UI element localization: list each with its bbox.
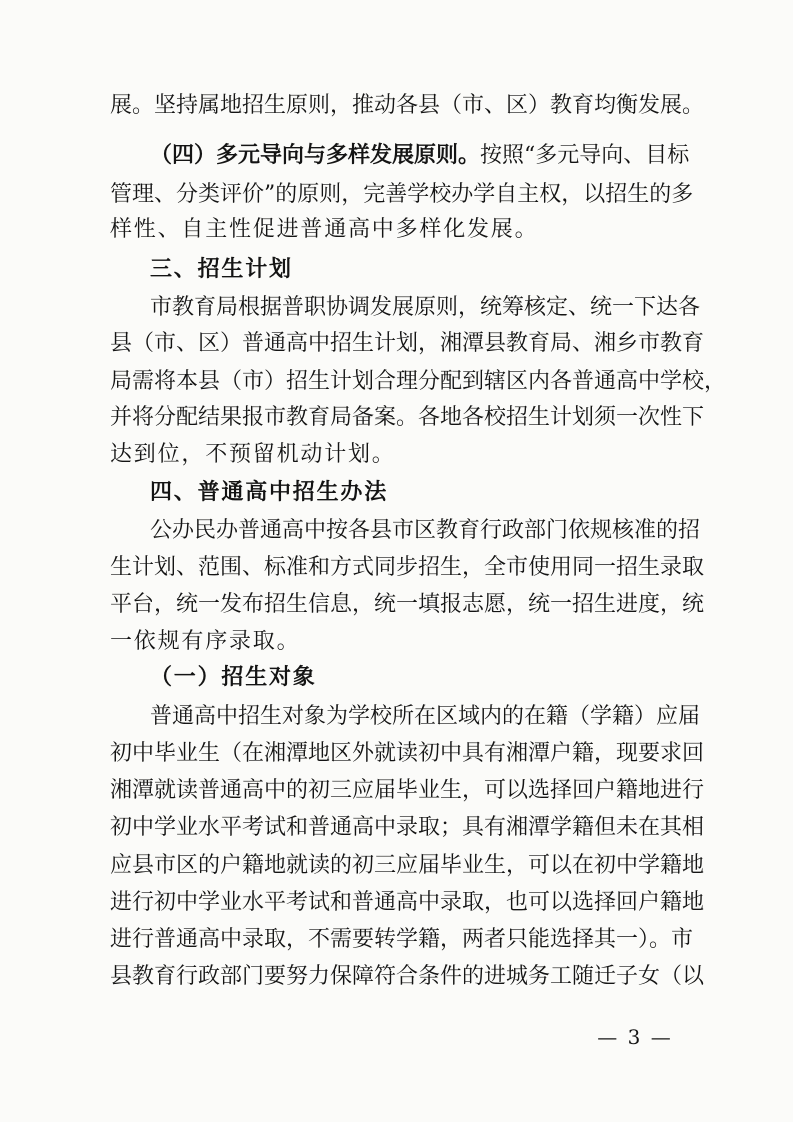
section-heading-4: 四、普通高中招生办法 xyxy=(150,480,389,505)
body-line: 初中学业水平考试和普通高中录取；具有湘潭学籍但未在其相 xyxy=(110,815,705,840)
section-heading-3: 三、招生计划 xyxy=(150,257,293,282)
body-line: 市教育局根据普职协调发展原则，统筹核定、统一下达各 xyxy=(150,295,701,320)
principle-4-line xyxy=(150,141,690,171)
body-line: 展。坚持属地招生原则，推动各县（市、区）教育均衡发展。 xyxy=(110,93,705,118)
body-line: 平台，统一发布招生信息，统一填报志愿，统一招生进度，统 xyxy=(110,592,705,617)
body-line: 并将分配结果报市教育局备案。各地各校招生计划须一次性下 xyxy=(110,405,705,430)
subsection-heading-1: （一）招生对象 xyxy=(150,665,317,690)
principle-4-heading: （四）多元导向与多样发展原则。 xyxy=(150,143,481,168)
body-line: 局需将本县（市）招生计划合理分配到辖区内各普通高中学校， xyxy=(110,369,727,394)
body-line: 公办民办普通高中按各县市区教育行政部门依规核准的招 xyxy=(150,518,701,543)
page-number: — 3 — xyxy=(597,1025,673,1049)
body-line: 县（市、区）普通高中招生计划，湘潭县教育局、湘乡市教育 xyxy=(110,331,705,356)
body-line: 初中毕业生（在湘潭地区外就读初中具有湘潭户籍，现要求回 xyxy=(110,741,705,766)
body-line: 进行普通高中录取，不需要转学籍，两者只能选择其一）。市 xyxy=(110,927,694,952)
body-line: 样性、自主性促进普通高中多样化发展。 xyxy=(110,217,539,242)
body-line: 进行初中学业水平考试和普通高中录取，也可以选择回户籍地 xyxy=(110,890,705,915)
body-line: 一依规有序录取。 xyxy=(110,629,301,654)
body-line: 生计划、范围、标准和方式同步招生，全市使用同一招生录取 xyxy=(110,555,705,580)
body-line: 管理、分类评价”的原则，完善学校办学自主权，以招生的多 xyxy=(110,182,694,207)
principle-4-text: 按照“多元导向、目标 xyxy=(480,143,690,168)
body-line: 县教育行政部门要努力保障符合条件的进城务工随迁子女（以 xyxy=(110,964,705,989)
body-line: 湘潭就读普通高中的初三应届毕业生，可以选择回户籍地进行 xyxy=(110,778,705,803)
body-line: 应县市区的户籍地就读的初三应届毕业生，可以在初中学籍地 xyxy=(110,853,705,878)
body-line: 普通高中招生对象为学校所在区域内的在籍（学籍）应届 xyxy=(150,704,701,729)
body-line: 达到位，不预留机动计划。 xyxy=(110,442,396,467)
